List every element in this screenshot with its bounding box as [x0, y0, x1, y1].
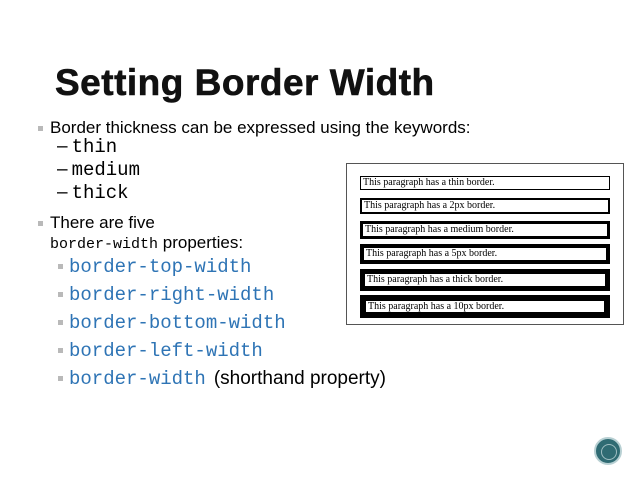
bullet-properties	[38, 213, 155, 233]
properties-suffix: properties:	[158, 233, 244, 252]
property-name: border-bottom-width	[69, 312, 286, 334]
bullet-keywords	[38, 118, 471, 138]
border-example-figure	[346, 163, 624, 325]
keyword-medium: – medium	[57, 159, 140, 181]
property-name: border-left-width	[69, 340, 263, 362]
keyword-medium-text: medium	[71, 159, 140, 181]
sub-bullet-icon	[58, 376, 63, 381]
keyword-thin-text: thin	[71, 136, 118, 158]
keyword-thick-text: thick	[71, 182, 129, 204]
property-item	[58, 312, 286, 334]
thin-border-paragraph: This paragraph has a thin border.	[360, 176, 610, 190]
keyword-thin: – thin	[57, 136, 118, 158]
medium-border-paragraph: This paragraph has a medium border.	[360, 221, 610, 239]
keyword-thick: – thick	[57, 182, 129, 204]
property-name: border-width	[69, 368, 206, 390]
thick-border-paragraph: This paragraph has a thick border.	[360, 269, 610, 291]
2px-border-paragraph: This paragraph has a 2px border.	[360, 198, 610, 214]
5px-border-paragraph: This paragraph has a 5px border.	[360, 244, 610, 264]
bullet-square-icon	[38, 221, 43, 226]
property-item	[58, 284, 274, 306]
property-name: border-right-width	[69, 284, 275, 306]
slide-title: Setting Border Width	[55, 62, 435, 103]
circle-logo-icon	[594, 437, 622, 465]
border-width-code: border-width	[50, 236, 159, 253]
shorthand-note: (shorthand property)	[213, 368, 386, 389]
sub-bullet-icon	[58, 348, 63, 353]
bullet-keywords-text: Border thickness can be expressed using the keywords:	[50, 118, 471, 137]
bullet-properties-text: There are five	[50, 213, 155, 232]
bullet-properties-line2	[50, 233, 243, 255]
sub-bullet-icon	[58, 292, 63, 297]
10px-border-paragraph: This paragraph has a 10px border.	[360, 295, 610, 318]
sub-bullet-icon	[58, 264, 63, 269]
bullet-square-icon	[38, 126, 43, 131]
property-item	[58, 256, 251, 278]
property-name: border-top-width	[69, 256, 252, 278]
sub-bullet-icon	[58, 320, 63, 325]
property-item	[58, 368, 386, 390]
property-item	[58, 340, 263, 362]
